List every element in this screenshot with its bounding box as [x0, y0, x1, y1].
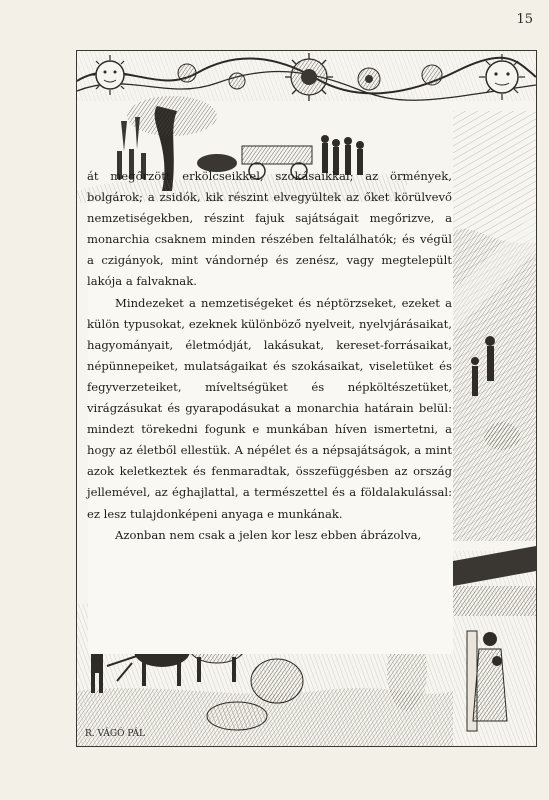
paragraph-3: Azonban nem csak a jelen kor lesz ebben ábrázolva, [115, 527, 422, 542]
body-text [87, 166, 452, 546]
page-number: 15 [516, 12, 533, 27]
floral-ornament-band [77, 51, 536, 101]
paragraph-2: Mindezeket a nemzetiségeket és néptörzseket, ezeket a külön typusokat, ezeknek különböző nyelveit, nyelvjárásaikat, hagyományait, életmódját, lakásukat, kereset-forrásaikat, népünnepeiket, mulatságaikat és szokásaikat, viseletüket és fegyverzeteiket, míveltségüket és népköltészetüket, virágzásukat és gyarapodásukat a monarchia határain belül: mindezt törekedni fogunk e munkában híven ismertetni, a hogy az életből ellestük. A népélet és a népsajátságok, a mint azok keletkeztek és fenmaradtak, összefüggésben az ország jellemével, az éghajlattal, a természettel és a földalakulással: ez lesz tulajdonképeni anyaga e munkának. [87, 295, 452, 521]
sun-face-icon-left [90, 55, 130, 95]
storm-mountain-scene [453, 111, 536, 541]
house-mother-child-scene [453, 546, 536, 746]
artist-signature: R. VÁGÓ PÁL [85, 729, 146, 739]
sunflower-icon-center [285, 53, 333, 101]
paragraph-1: át megőrzött erkölcseikkel, szokásaikkal; az örmények, bolgárok; a zsidók, kik részint elvegyültek az őket körülvevő nemzetiségekben, részint fajuk sajátságait megőrizve, a monarchia csaknem minden részében feltalálhatók; és végül a czigányok, mint vándornép és zenész, vagy megtelepült lakója a falvaknak. [87, 169, 452, 289]
